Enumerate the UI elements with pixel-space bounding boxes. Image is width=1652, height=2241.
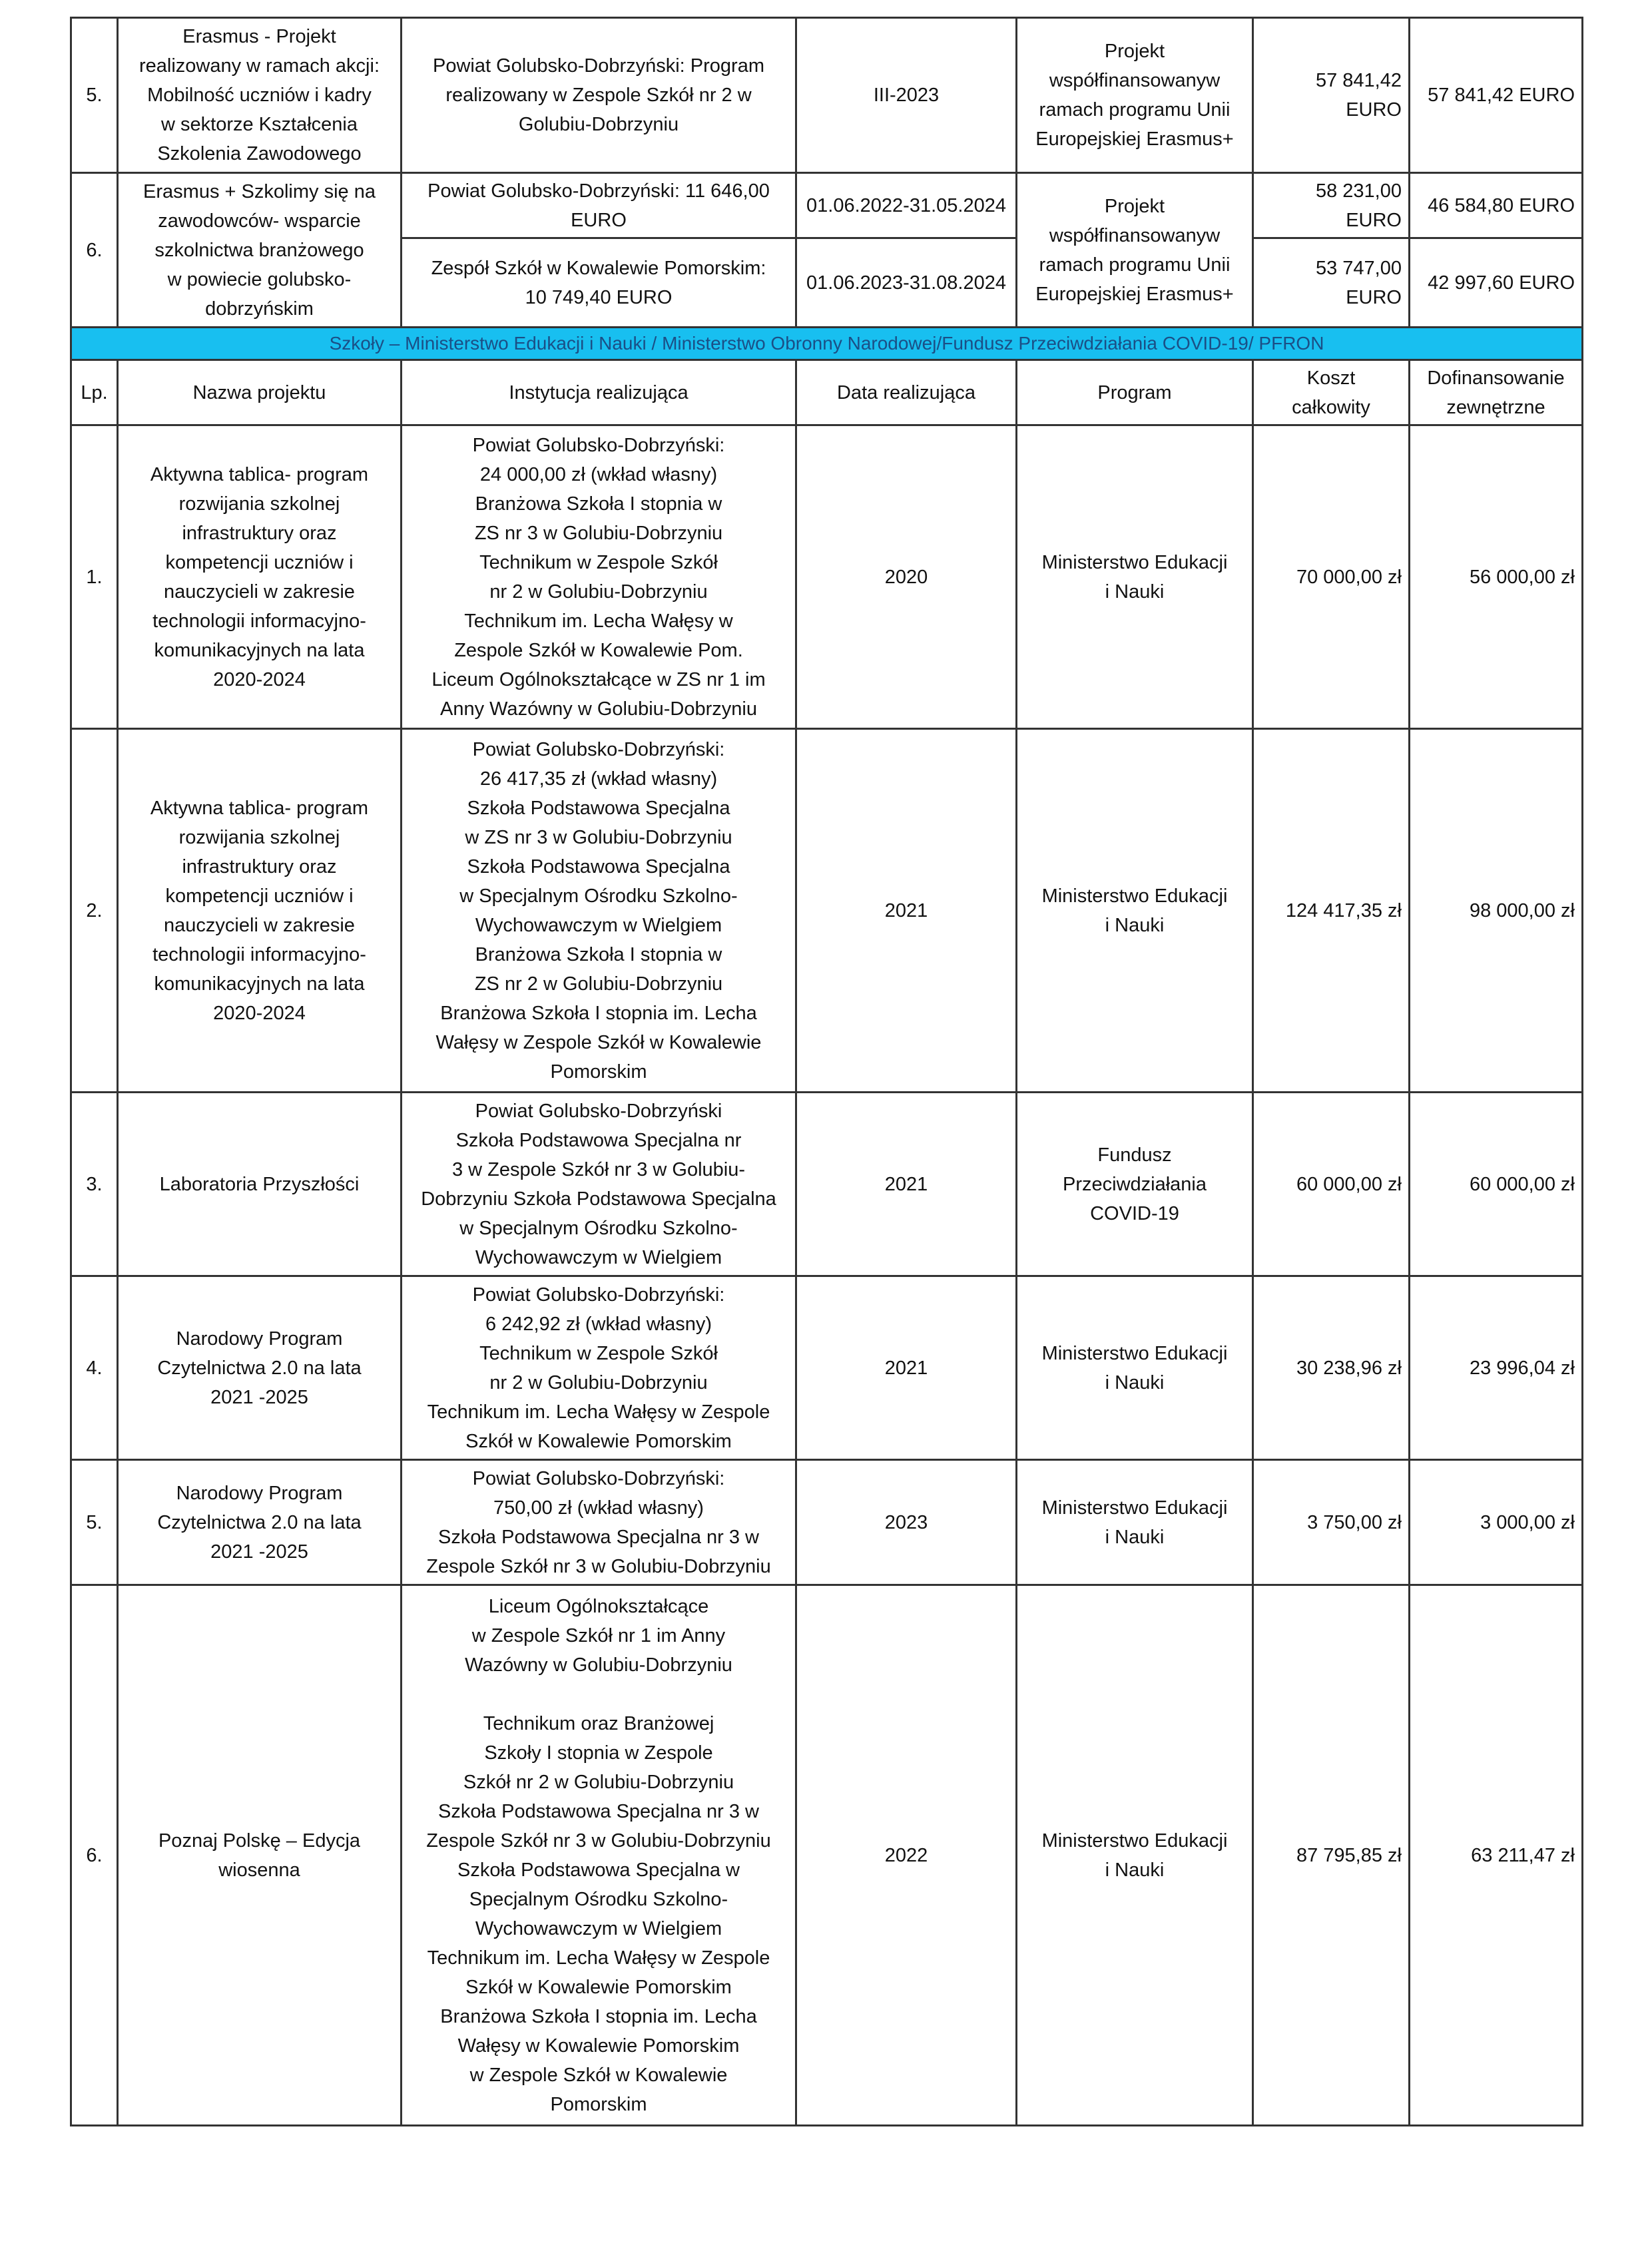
- total-cost: 87 795,85 zł: [1253, 1585, 1410, 2126]
- header-row: [71, 360, 1583, 425]
- project-name: Laboratoria Przyszłości: [118, 1093, 402, 1276]
- external-funding: 57 841,42 EURO: [1410, 18, 1583, 173]
- project-name: Narodowy Program Czytelnictwa 2.0 na lata 2021 -2025: [118, 1460, 402, 1585]
- program: Ministerstwo Edukacji i Nauki: [1017, 1276, 1253, 1460]
- header-program: Program: [1017, 360, 1253, 425]
- project-name: Aktywna tablica- program rozwijania szkolnej infrastruktury oraz kompetencji uczniów i nauczycieli w zakresie technologii informacyjno- komunikacyjnych na lata 2020-2024: [118, 729, 402, 1093]
- total-cost: 57 841,42 EURO: [1253, 18, 1410, 173]
- header-funding: Dofinansowanie zewnętrzne: [1410, 360, 1583, 425]
- program: Ministerstwo Edukacji i Nauki: [1017, 425, 1253, 729]
- row-number: 5.: [71, 18, 118, 173]
- institution: Powiat Golubsko-Dobrzyński: 24 000,00 zł (wkład własny) Branżowa Szkoła I stopnia w ZS nr 3 w Golubiu-Dobrzyniu Technikum w Zespole Szkół nr 2 w Golubiu-Dobrzyniu Technikum im. Lecha Wałęsy w Zespole Szkół w Kowalewie Pom. Liceum Ogólnokształcące w ZS nr 1 im Anny Wazówny w Golubiu-Dobrzyniu: [402, 425, 796, 729]
- table-row: [71, 1093, 1583, 1276]
- table-row: [71, 1276, 1583, 1460]
- header-cost: Koszt całkowity: [1253, 360, 1410, 425]
- project-name: Erasmus + Szkolimy się na zawodowców- wsparcie szkolnictwa branżowego w powiecie golubsko- dobrzyńskim: [118, 173, 402, 328]
- date: 2022: [796, 1585, 1017, 2126]
- project-name: Poznaj Polskę – Edycja wiosenna: [118, 1585, 402, 2126]
- row-number: 2.: [71, 729, 118, 1093]
- external-funding: 3 000,00 zł: [1410, 1460, 1583, 1585]
- section-band: Szkoły – Ministerstwo Edukacji i Nauki / Ministerstwo Obronny Narodowej/Fundusz Przeciwdziałania COVID-19/ PFRON: [71, 328, 1583, 360]
- date: 2021: [796, 1276, 1017, 1460]
- project-name: Erasmus - Projekt realizowany w ramach akcji: Mobilność uczniów i kadry w sektorze Kształcenia Szkolenia Zawodowego: [118, 18, 402, 173]
- header-lp: Lp.: [71, 360, 118, 425]
- date: 01.06.2022-31.05.2024: [796, 173, 1017, 238]
- program: Projekt współfinansowanyw ramach programu Unii Europejskiej Erasmus+: [1017, 173, 1253, 328]
- total-cost: 30 238,96 zł: [1253, 1276, 1410, 1460]
- table-row: [71, 1585, 1583, 2126]
- table-row: [71, 1460, 1583, 1585]
- program: Ministerstwo Edukacji i Nauki: [1017, 729, 1253, 1093]
- table-row: [71, 425, 1583, 729]
- table-row: [71, 18, 1583, 173]
- date: 2021: [796, 1093, 1017, 1276]
- total-cost: 70 000,00 zł: [1253, 425, 1410, 729]
- date: III-2023: [796, 18, 1017, 173]
- external-funding: 60 000,00 zł: [1410, 1093, 1583, 1276]
- institution: Liceum Ogólnokształcące w Zespole Szkół nr 1 im Anny Wazówny w Golubiu-Dobrzyniu Technikum oraz Branżowej Szkoły I stopnia w Zespole Szkół nr 2 w Golubiu-Dobrzyniu Szkoła Podstawowa Specjalna nr 3 w Zespole Szkół nr 3 w Golubiu-Dobrzyniu Szkoła Podstawowa Specjalna w Specjalnym Ośrodku Szkolno- Wychowawczym w Wielgiem Technikum im. Lecha Wałęsy w Zespole Szkół w Kowalewie Pomorskim Branżowa Szkoła I stopnia im. Lecha Wałęsy w Kowalewie Pomorskim w Zespole Szkół w Kowalewie Pomorskim: [402, 1585, 796, 2126]
- program: Fundusz Przeciwdziałania COVID-19: [1017, 1093, 1253, 1276]
- program: Projekt współfinansowanyw ramach programu Unii Europejskiej Erasmus+: [1017, 18, 1253, 173]
- section-band-row: [71, 328, 1583, 360]
- project-name: Aktywna tablica- program rozwijania szkolnej infrastruktury oraz kompetencji uczniów i nauczycieli w zakresie technologii informacyjno- komunikacyjnych na lata 2020-2024: [118, 425, 402, 729]
- row-number: 5.: [71, 1460, 118, 1585]
- external-funding: 23 996,04 zł: [1410, 1276, 1583, 1460]
- table-row: [71, 729, 1583, 1093]
- row-number: 3.: [71, 1093, 118, 1276]
- external-funding: 46 584,80 EURO: [1410, 173, 1583, 238]
- row-number: 1.: [71, 425, 118, 729]
- external-funding: 56 000,00 zł: [1410, 425, 1583, 729]
- institution: Powiat Golubsko-Dobrzyński: 6 242,92 zł (wkład własny) Technikum w Zespole Szkół nr 2 w Golubiu-Dobrzyniu Technikum im. Lecha Wałęsy w Zespole Szkół w Kowalewie Pomorskim: [402, 1276, 796, 1460]
- row-number: 6.: [71, 173, 118, 328]
- institution: Powiat Golubsko-Dobrzyński Szkoła Podstawowa Specjalna nr 3 w Zespole Szkół nr 3 w Golubiu- Dobrzyniu Szkoła Podstawowa Specjalna w Specjalnym Ośrodku Szkolno- Wychowawczym w Wielgiem: [402, 1093, 796, 1276]
- header-institution: Instytucja realizująca: [402, 360, 796, 425]
- total-cost: 3 750,00 zł: [1253, 1460, 1410, 1585]
- date: 2023: [796, 1460, 1017, 1585]
- external-funding: 98 000,00 zł: [1410, 729, 1583, 1093]
- date: 2020: [796, 425, 1017, 729]
- institution: Zespół Szkół w Kowalewie Pomorskim: 10 749,40 EURO: [402, 238, 796, 328]
- total-cost: 58 231,00 EURO: [1253, 173, 1410, 238]
- program: Ministerstwo Edukacji i Nauki: [1017, 1585, 1253, 2126]
- row-number: 6.: [71, 1585, 118, 2126]
- institution: Powiat Golubsko-Dobrzyński: 26 417,35 zł (wkład własny) Szkoła Podstawowa Specjalna w ZS nr 3 w Golubiu-Dobrzyniu Szkoła Podstawowa Specjalna w Specjalnym Ośrodku Szkolno- Wychowawczym w Wielgiem Branżowa Szkoła I stopnia w ZS nr 2 w Golubiu-Dobrzyniu Branżowa Szkoła I stopnia im. Lecha Wałęsy w Zespole Szkół w Kowalewie Pomorskim: [402, 729, 796, 1093]
- total-cost: 124 417,35 zł: [1253, 729, 1410, 1093]
- institution: Powiat Golubsko-Dobrzyński: 11 646,00 EURO: [402, 173, 796, 238]
- total-cost: 53 747,00 EURO: [1253, 238, 1410, 328]
- project-name: Narodowy Program Czytelnictwa 2.0 na lata 2021 -2025: [118, 1276, 402, 1460]
- projects-table: [70, 17, 1583, 2126]
- institution: Powiat Golubsko-Dobrzyński: Program realizowany w Zespole Szkół nr 2 w Golubiu-Dobrzyniu: [402, 18, 796, 173]
- program: Ministerstwo Edukacji i Nauki: [1017, 1460, 1253, 1585]
- header-name: Nazwa projektu: [118, 360, 402, 425]
- total-cost: 60 000,00 zł: [1253, 1093, 1410, 1276]
- header-date: Data realizująca: [796, 360, 1017, 425]
- date: 01.06.2023-31.08.2024: [796, 238, 1017, 328]
- date: 2021: [796, 729, 1017, 1093]
- row-number: 4.: [71, 1276, 118, 1460]
- institution: Powiat Golubsko-Dobrzyński: 750,00 zł (wkład własny) Szkoła Podstawowa Specjalna nr 3 w Zespole Szkół nr 3 w Golubiu-Dobrzyniu: [402, 1460, 796, 1585]
- table-row: [71, 173, 1583, 238]
- external-funding: 42 997,60 EURO: [1410, 238, 1583, 328]
- external-funding: 63 211,47 zł: [1410, 1585, 1583, 2126]
